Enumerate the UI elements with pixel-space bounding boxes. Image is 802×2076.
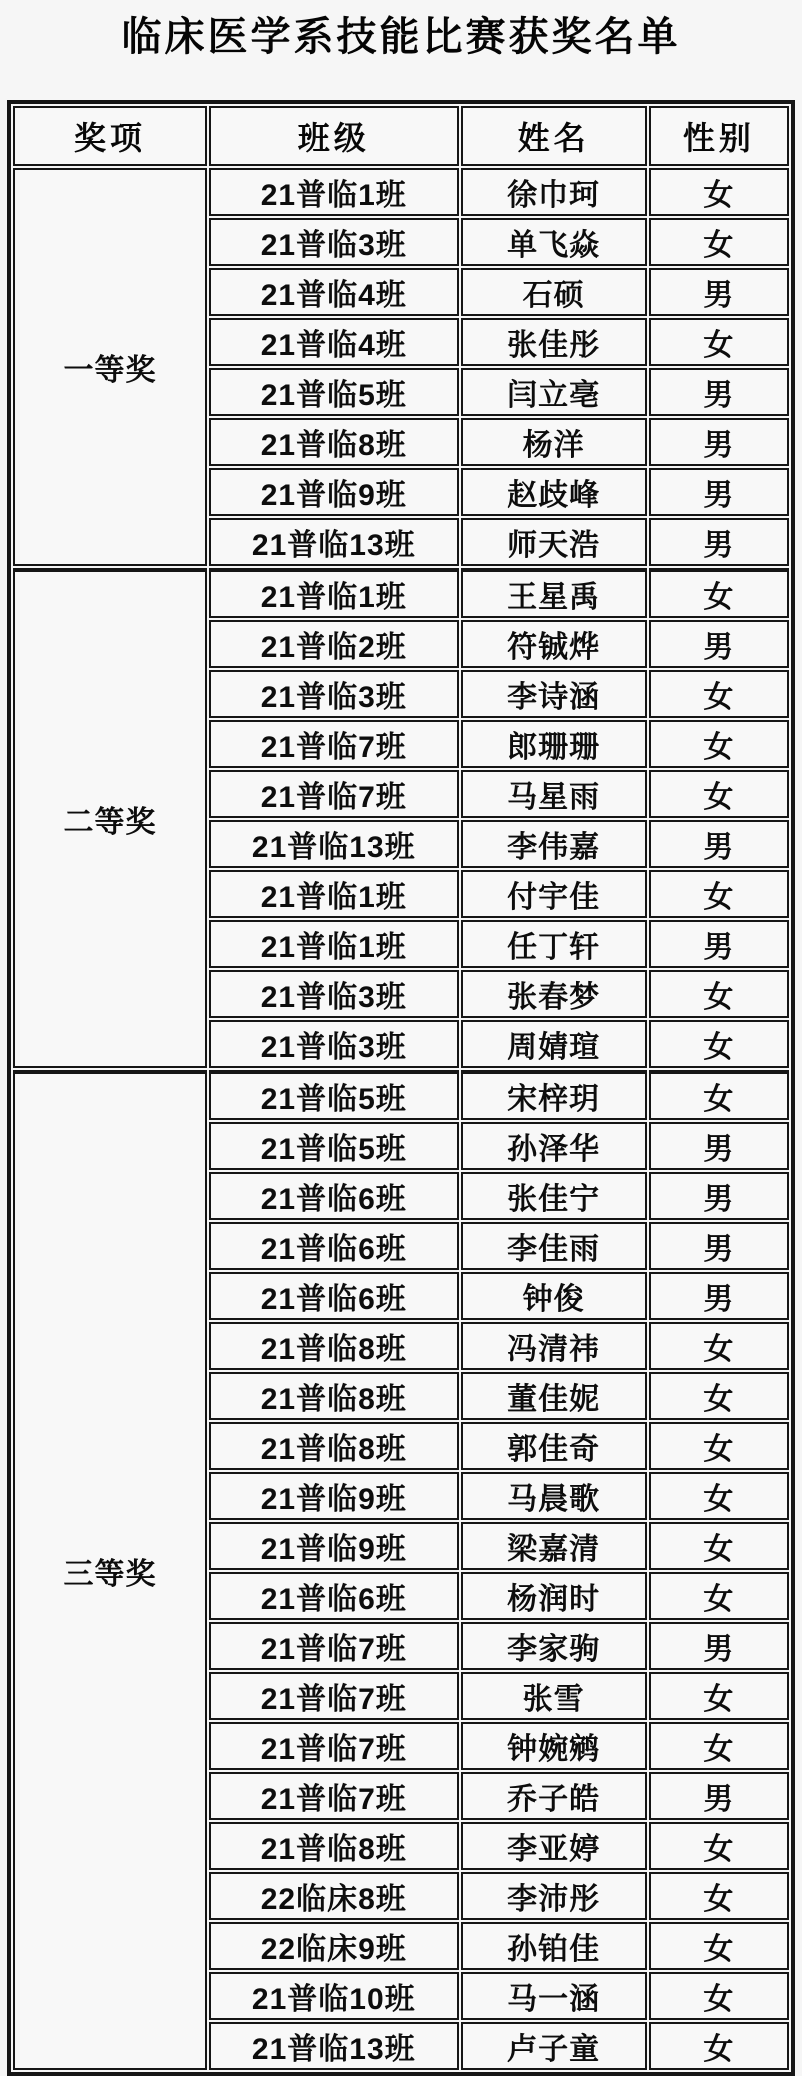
name-cell: 张佳彤 (461, 318, 647, 366)
class-cell: 21普临3班 (209, 970, 458, 1018)
class-cell: 21普临1班 (209, 870, 458, 918)
name-cell: 李沛彤 (461, 1872, 647, 1920)
class-cell: 21普临6班 (209, 1222, 458, 1270)
name-cell: 李伟嘉 (461, 820, 647, 868)
awards-table-body (13, 168, 789, 2070)
gender-cell: 女 (649, 970, 789, 1018)
gender-cell: 男 (649, 1222, 789, 1270)
class-cell: 21普临7班 (209, 1622, 458, 1670)
name-cell: 钟婉鹓 (461, 1722, 647, 1770)
class-cell: 21普临13班 (209, 820, 458, 868)
name-cell: 梁嘉清 (461, 1522, 647, 1570)
table-row (13, 168, 789, 216)
name-cell: 冯清祎 (461, 1322, 647, 1370)
class-cell: 21普临7班 (209, 1722, 458, 1770)
name-cell: 杨洋 (461, 418, 647, 466)
name-cell: 卢子童 (461, 2022, 647, 2070)
table-row (13, 1070, 789, 1120)
class-cell: 21普临3班 (209, 1020, 458, 1068)
class-cell: 21普临5班 (209, 1070, 458, 1120)
gender-cell: 男 (649, 1172, 789, 1220)
gender-cell: 女 (649, 1372, 789, 1420)
name-cell: 付宇佳 (461, 870, 647, 918)
gender-cell: 女 (649, 1822, 789, 1870)
class-cell: 21普临4班 (209, 318, 458, 366)
gender-cell: 男 (649, 1772, 789, 1820)
gender-cell: 男 (649, 518, 789, 566)
class-cell: 21普临3班 (209, 218, 458, 266)
class-cell: 21普临5班 (209, 1122, 458, 1170)
gender-cell: 男 (649, 1272, 789, 1320)
name-cell: 钟俊 (461, 1272, 647, 1320)
name-cell: 闫立亳 (461, 368, 647, 416)
gender-cell: 男 (649, 620, 789, 668)
name-cell: 李佳雨 (461, 1222, 647, 1270)
gender-cell: 男 (649, 268, 789, 316)
gender-cell: 女 (649, 720, 789, 768)
class-cell: 21普临7班 (209, 1672, 458, 1720)
name-cell: 马晨歌 (461, 1472, 647, 1520)
class-cell: 21普临6班 (209, 1172, 458, 1220)
name-cell: 宋梓玥 (461, 1070, 647, 1120)
gender-cell: 女 (649, 2022, 789, 2070)
class-cell: 21普临4班 (209, 268, 458, 316)
class-cell: 21普临3班 (209, 670, 458, 718)
class-cell: 21普临1班 (209, 568, 458, 618)
gender-cell: 女 (649, 770, 789, 818)
class-cell: 21普临9班 (209, 1472, 458, 1520)
gender-cell: 男 (649, 368, 789, 416)
gender-cell: 女 (649, 1422, 789, 1470)
name-cell: 杨润时 (461, 1572, 647, 1620)
class-cell: 21普临7班 (209, 1772, 458, 1820)
class-cell: 21普临7班 (209, 770, 458, 818)
class-cell: 21普临8班 (209, 1422, 458, 1470)
gender-cell: 男 (649, 1122, 789, 1170)
gender-cell: 女 (649, 1522, 789, 1570)
header-row (13, 106, 789, 166)
class-cell: 21普临10班 (209, 1972, 458, 2020)
name-cell: 董佳妮 (461, 1372, 647, 1420)
name-cell: 郭佳奇 (461, 1422, 647, 1470)
gender-cell: 女 (649, 1722, 789, 1770)
class-cell: 21普临6班 (209, 1272, 458, 1320)
award-cell: 三等奖 (13, 1070, 207, 2070)
gender-cell: 女 (649, 1672, 789, 1720)
name-cell: 王星禹 (461, 568, 647, 618)
name-cell: 孙铂佳 (461, 1922, 647, 1970)
name-cell: 任丁轩 (461, 920, 647, 968)
class-cell: 21普临6班 (209, 1572, 458, 1620)
class-cell: 21普临1班 (209, 168, 458, 216)
column-header-class: 班级 (209, 106, 458, 166)
name-cell: 张佳宁 (461, 1172, 647, 1220)
gender-cell: 女 (649, 1572, 789, 1620)
award-cell: 二等奖 (13, 568, 207, 1068)
name-cell: 石硕 (461, 268, 647, 316)
class-cell: 22临床9班 (209, 1922, 458, 1970)
awards-table (7, 100, 795, 2076)
name-cell: 师天浩 (461, 518, 647, 566)
gender-cell: 男 (649, 820, 789, 868)
name-cell: 乔子皓 (461, 1772, 647, 1820)
name-cell: 郎珊珊 (461, 720, 647, 768)
name-cell: 周婧瑄 (461, 1020, 647, 1068)
name-cell: 张雪 (461, 1672, 647, 1720)
gender-cell: 女 (649, 168, 789, 216)
gender-cell: 女 (649, 1070, 789, 1120)
gender-cell: 男 (649, 418, 789, 466)
class-cell: 21普临13班 (209, 518, 458, 566)
class-cell: 22临床8班 (209, 1872, 458, 1920)
gender-cell: 男 (649, 920, 789, 968)
gender-cell: 女 (649, 1872, 789, 1920)
class-cell: 21普临8班 (209, 1322, 458, 1370)
column-header-award: 奖项 (13, 106, 207, 166)
name-cell: 张春梦 (461, 970, 647, 1018)
class-cell: 21普临2班 (209, 620, 458, 668)
gender-cell: 男 (649, 468, 789, 516)
class-cell: 21普临9班 (209, 468, 458, 516)
page-title: 临床医学系技能比赛获奖名单 (121, 15, 681, 59)
gender-cell: 女 (649, 1972, 789, 2020)
name-cell: 单飞焱 (461, 218, 647, 266)
name-cell: 李家驹 (461, 1622, 647, 1670)
gender-cell: 女 (649, 1922, 789, 1970)
name-cell: 孙泽华 (461, 1122, 647, 1170)
gender-cell: 女 (649, 318, 789, 366)
gender-cell: 女 (649, 218, 789, 266)
name-cell: 赵歧峰 (461, 468, 647, 516)
gender-cell: 男 (649, 1622, 789, 1670)
column-header-name: 姓名 (461, 106, 647, 166)
class-cell: 21普临5班 (209, 368, 458, 416)
gender-cell: 女 (649, 870, 789, 918)
gender-cell: 女 (649, 568, 789, 618)
name-cell: 李亚婷 (461, 1822, 647, 1870)
class-cell: 21普临7班 (209, 720, 458, 768)
class-cell: 21普临8班 (209, 1372, 458, 1420)
class-cell: 21普临9班 (209, 1522, 458, 1570)
award-cell: 一等奖 (13, 168, 207, 566)
column-header-gender: 性别 (649, 106, 789, 166)
class-cell: 21普临8班 (209, 1822, 458, 1870)
name-cell: 李诗涵 (461, 670, 647, 718)
name-cell: 符铖烨 (461, 620, 647, 668)
gender-cell: 女 (649, 1472, 789, 1520)
gender-cell: 女 (649, 1322, 789, 1370)
class-cell: 21普临13班 (209, 2022, 458, 2070)
table-row (13, 568, 789, 618)
name-cell: 马星雨 (461, 770, 647, 818)
name-cell: 马一涵 (461, 1972, 647, 2020)
class-cell: 21普临8班 (209, 418, 458, 466)
name-cell: 徐巾珂 (461, 168, 647, 216)
gender-cell: 女 (649, 1020, 789, 1068)
gender-cell: 女 (649, 670, 789, 718)
class-cell: 21普临1班 (209, 920, 458, 968)
